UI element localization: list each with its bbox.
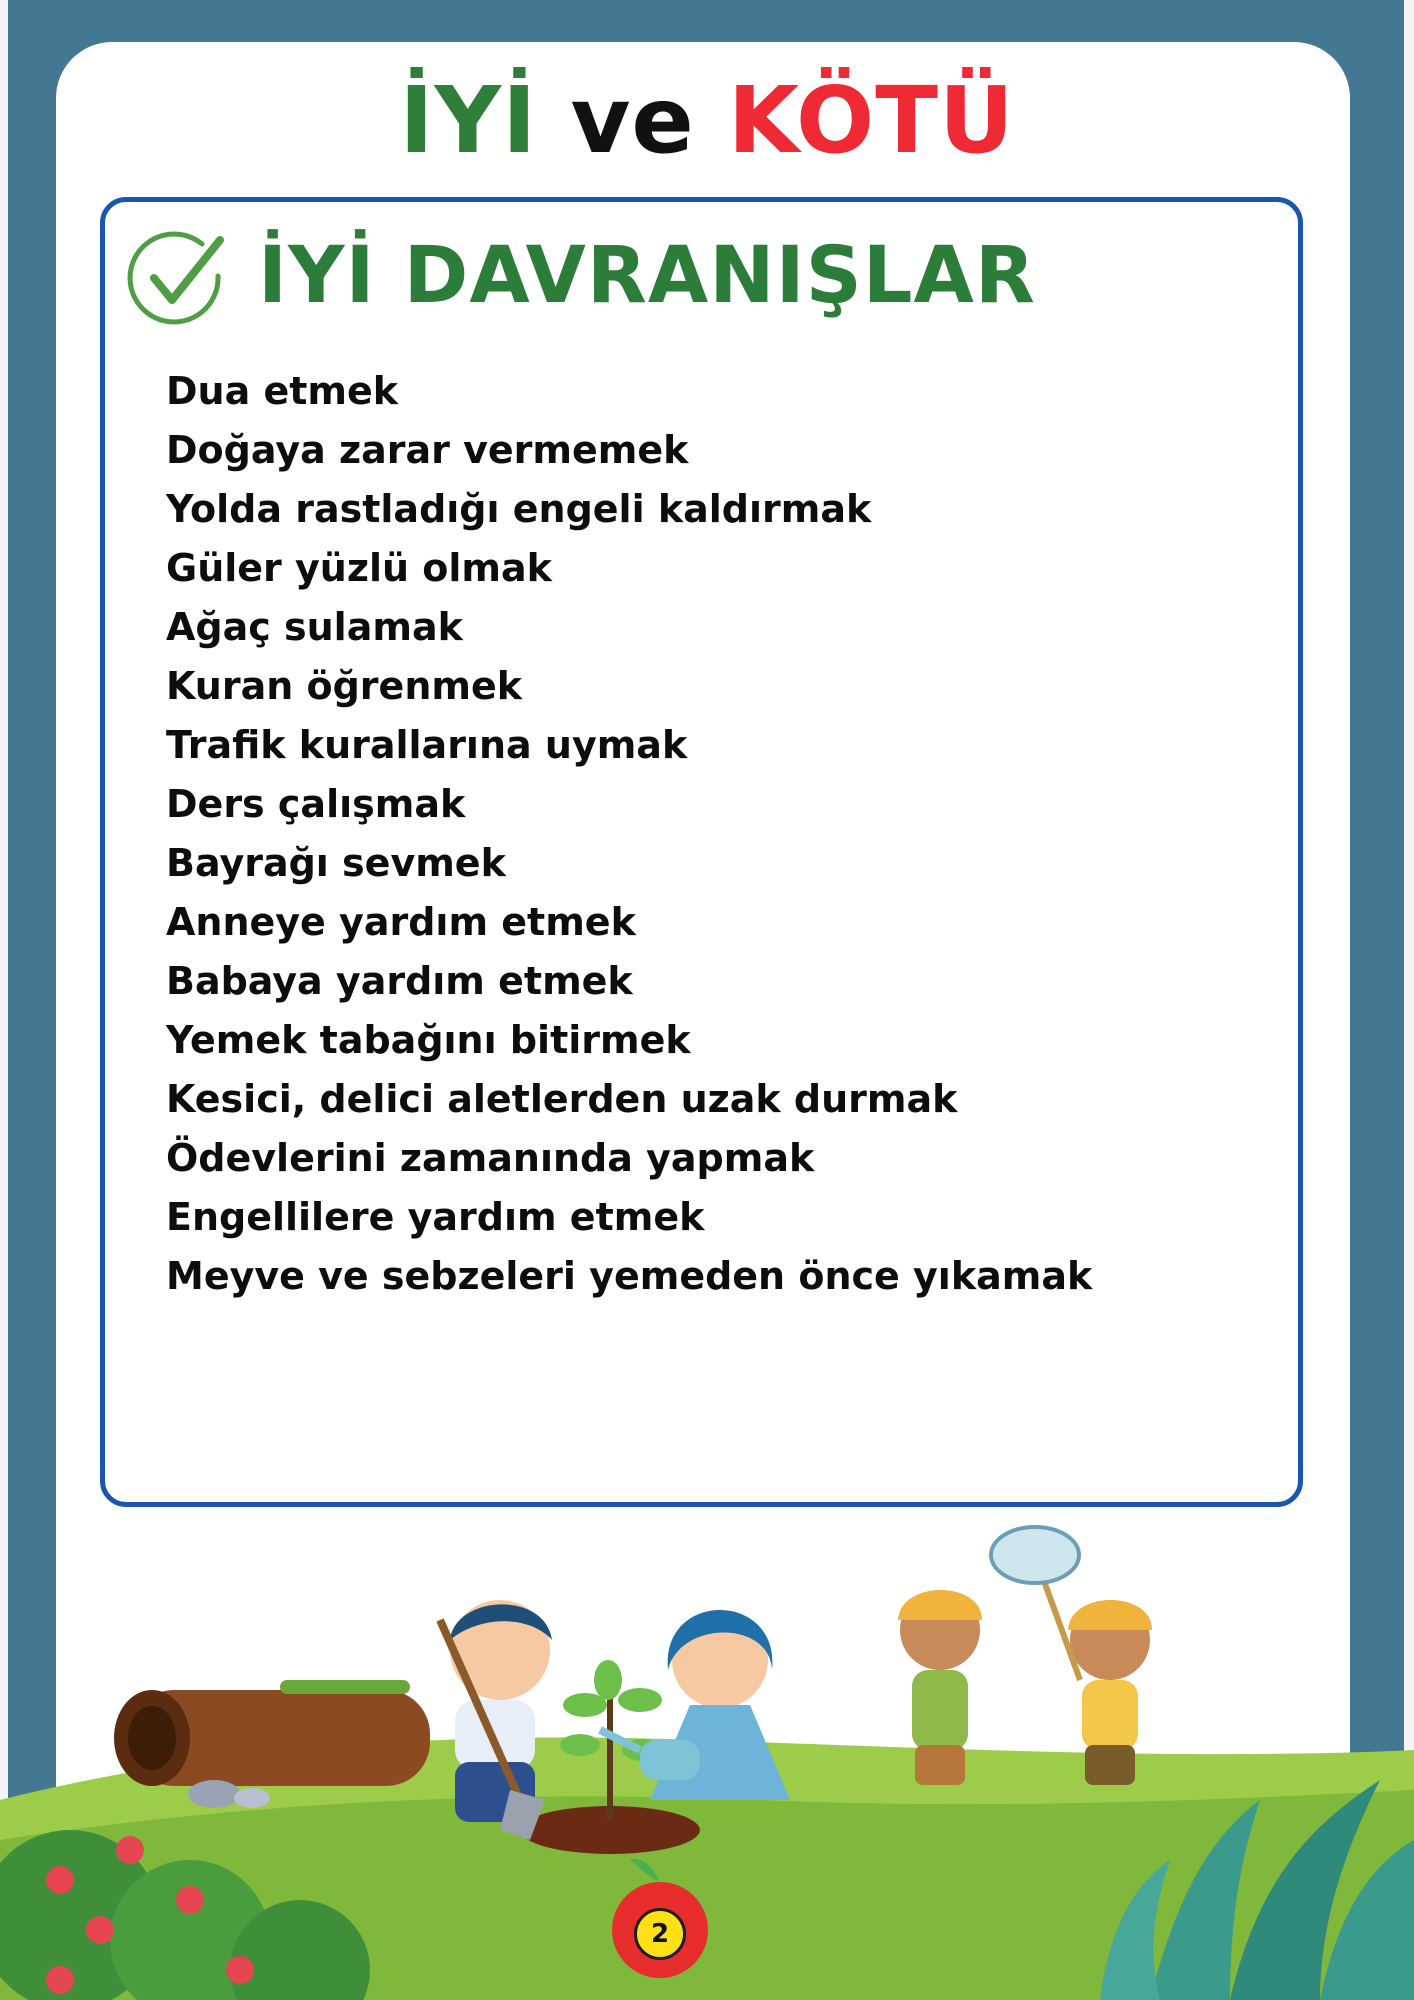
list-item: Engellilere yardım etmek	[166, 1195, 705, 1239]
list-item: Yolda rastladığı engeli kaldırmak	[166, 487, 872, 531]
list-item: Ödevlerini zamanında yapmak	[166, 1136, 815, 1180]
list-item: Meyve ve sebzeleri yemeden önce yıkamak	[166, 1254, 1093, 1298]
list-item: Ders çalışmak	[166, 782, 466, 826]
page-title	[0, 66, 1414, 176]
good-behaviors-list	[166, 362, 1092, 1306]
title-bad-word: KÖTÜ	[727, 67, 1015, 174]
list-item: Kuran öğrenmek	[166, 664, 523, 708]
title-good-word: İYİ	[399, 67, 538, 174]
section-heading: İYİ DAVRANIŞLAR	[258, 231, 1036, 321]
list-item: Doğaya zarar vermemek	[166, 428, 689, 472]
list-item: Yemek tabağını bitirmek	[166, 1018, 691, 1062]
checkmark-circle-icon	[124, 226, 228, 330]
list-item: Kesici, delici aletlerden uzak durmak	[166, 1077, 958, 1121]
page-number-badge: 2	[634, 1908, 686, 1960]
list-item: Bayrağı sevmek	[166, 841, 506, 885]
title-and-word: ve	[570, 67, 695, 174]
children-garden-illustration	[0, 1500, 1414, 2000]
list-item: Ağaç sulamak	[166, 605, 463, 649]
list-item: Güler yüzlü olmak	[166, 546, 552, 590]
list-item: Dua etmek	[166, 369, 399, 413]
list-item: Trafik kurallarına uymak	[166, 723, 688, 767]
list-item: Anneye yardım etmek	[166, 900, 636, 944]
list-item: Babaya yardım etmek	[166, 959, 633, 1003]
